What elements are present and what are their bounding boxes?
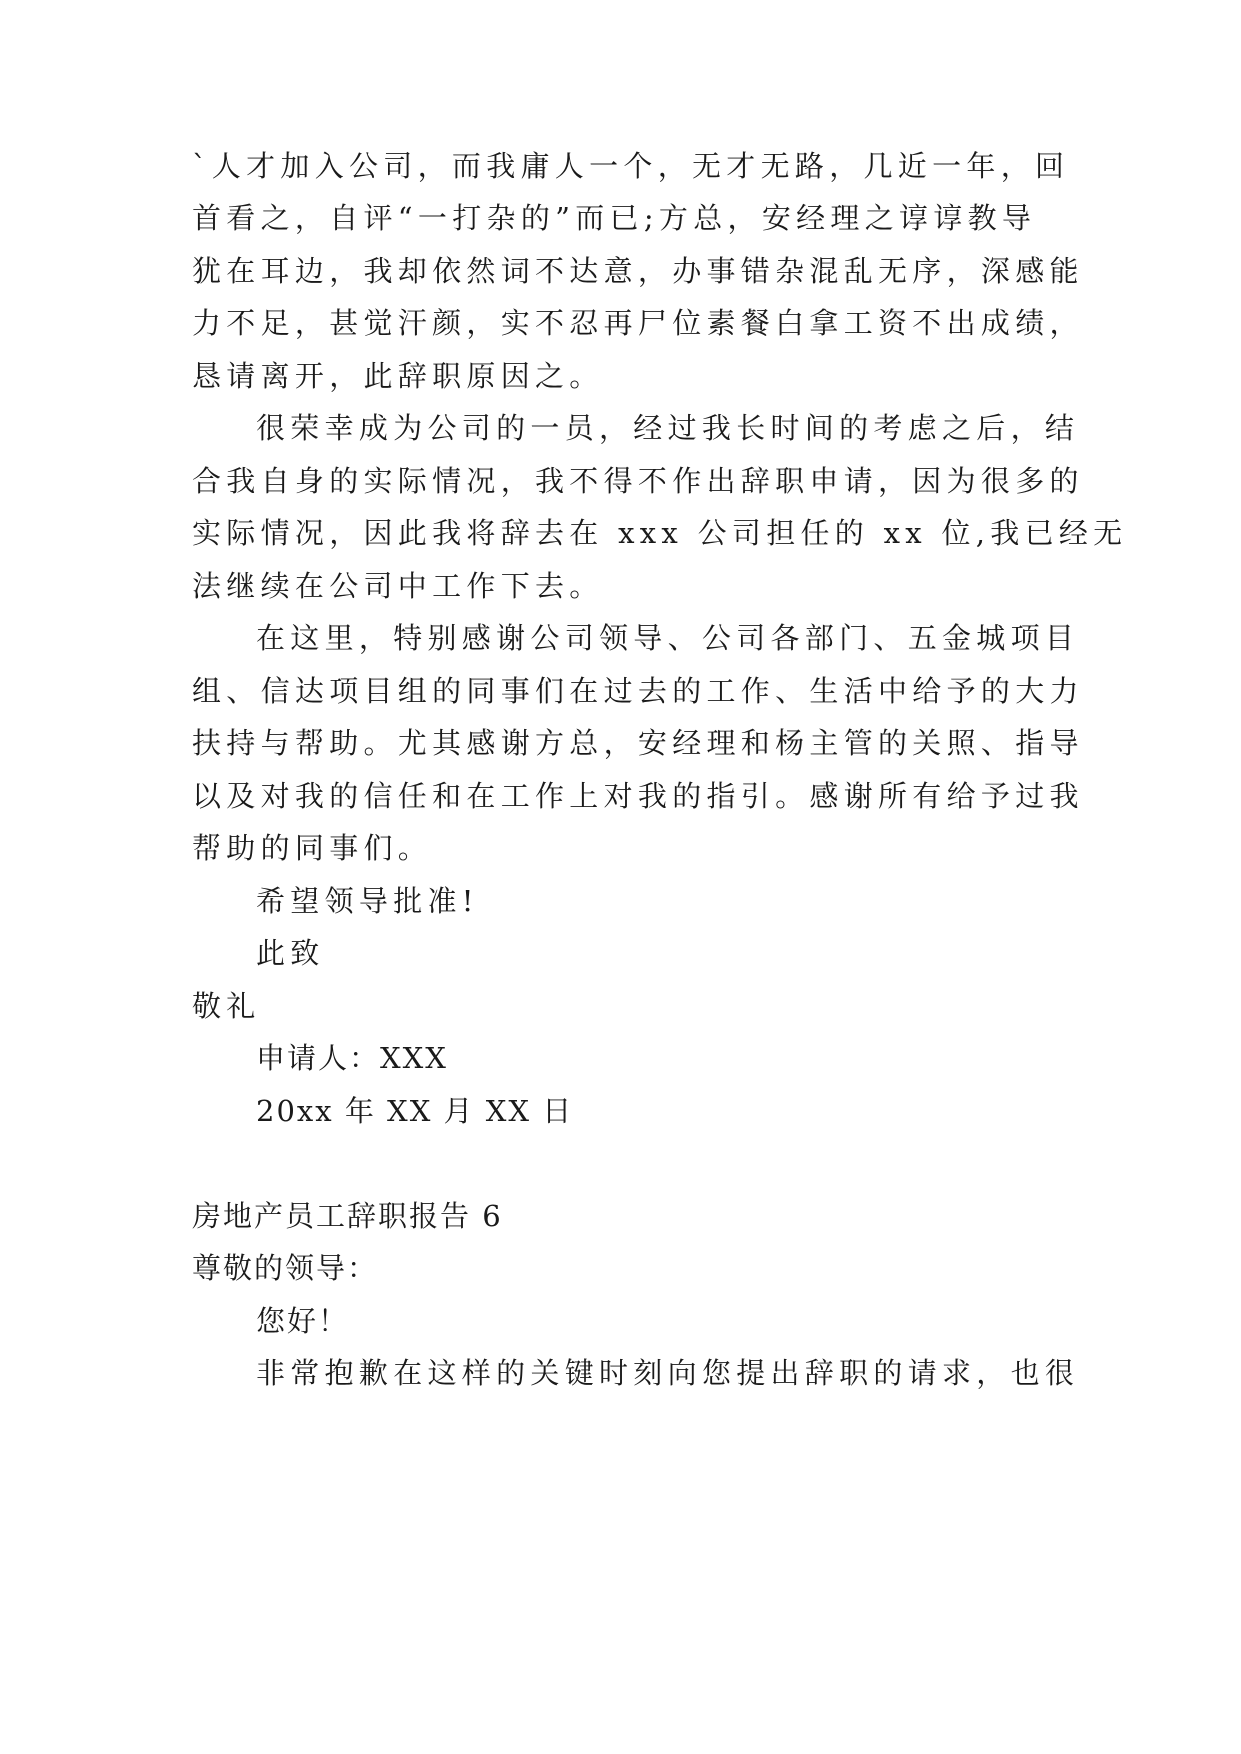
body-line-1: `人才加入公司，而我庸人一个，无才无路，几近一年，回	[192, 149, 1070, 183]
paragraph-3-line-5: 帮助的同事们。	[192, 831, 433, 865]
paragraph-3-line-1: 在这里，特别感谢公司领导、公司各部门、五金城项目	[256, 621, 1080, 655]
paragraph-2-line-2: 合我自身的实际情况，我不得不作出辞职申请，因为很多的	[192, 464, 1084, 498]
body-line-5: 恳请离开，此辞职原因之。	[192, 359, 604, 393]
paragraph-2-line-1: 很荣幸成为公司的一员，经过我长时间的考虑之后，结	[256, 411, 1080, 445]
paragraph-2-line-3: 实际情况，因此我将辞去在 xxx 公司担任的 xx 位,我已经无	[192, 516, 1128, 550]
closing-regards: 敬礼	[192, 989, 261, 1023]
applicant-signature: 申请人：XXX	[256, 1041, 448, 1075]
body-line-4: 力不足，甚觉汗颜，实不忍再尸位素餐白拿工资不出成绩，	[192, 306, 1084, 340]
body-opening-line: 非常抱歉在这样的关键时刻向您提出辞职的请求，也很	[256, 1356, 1080, 1390]
paragraph-2-line-4: 法继续在公司中工作下去。	[192, 569, 604, 603]
request-approval: 希望领导批准!	[256, 884, 479, 918]
closing-salutation: 此致	[256, 936, 325, 970]
paragraph-3-line-4: 以及对我的信任和在工作上对我的指引。感谢所有给予过我	[192, 779, 1084, 813]
greeting: 您好！	[256, 1304, 350, 1338]
section-title: 房地产员工辞职报告 6	[192, 1199, 503, 1233]
body-line-2: 首看之，自评“一打杂的”而已;方总，安经理之谆谆教导	[192, 201, 1037, 235]
body-line-3: 犹在耳边，我却依然词不达意，办事错杂混乱无序，深感能	[192, 254, 1084, 288]
paragraph-3-line-3: 扶持与帮助。尤其感谢方总，安经理和杨主管的关照、指导	[192, 726, 1084, 760]
paragraph-3-line-2: 组、信达项目组的同事们在过去的工作、生活中给予的大力	[192, 674, 1084, 708]
signature-date: 20xx 年 XX 月 XX 日	[256, 1094, 574, 1128]
salutation: 尊敬的领导：	[192, 1251, 379, 1285]
